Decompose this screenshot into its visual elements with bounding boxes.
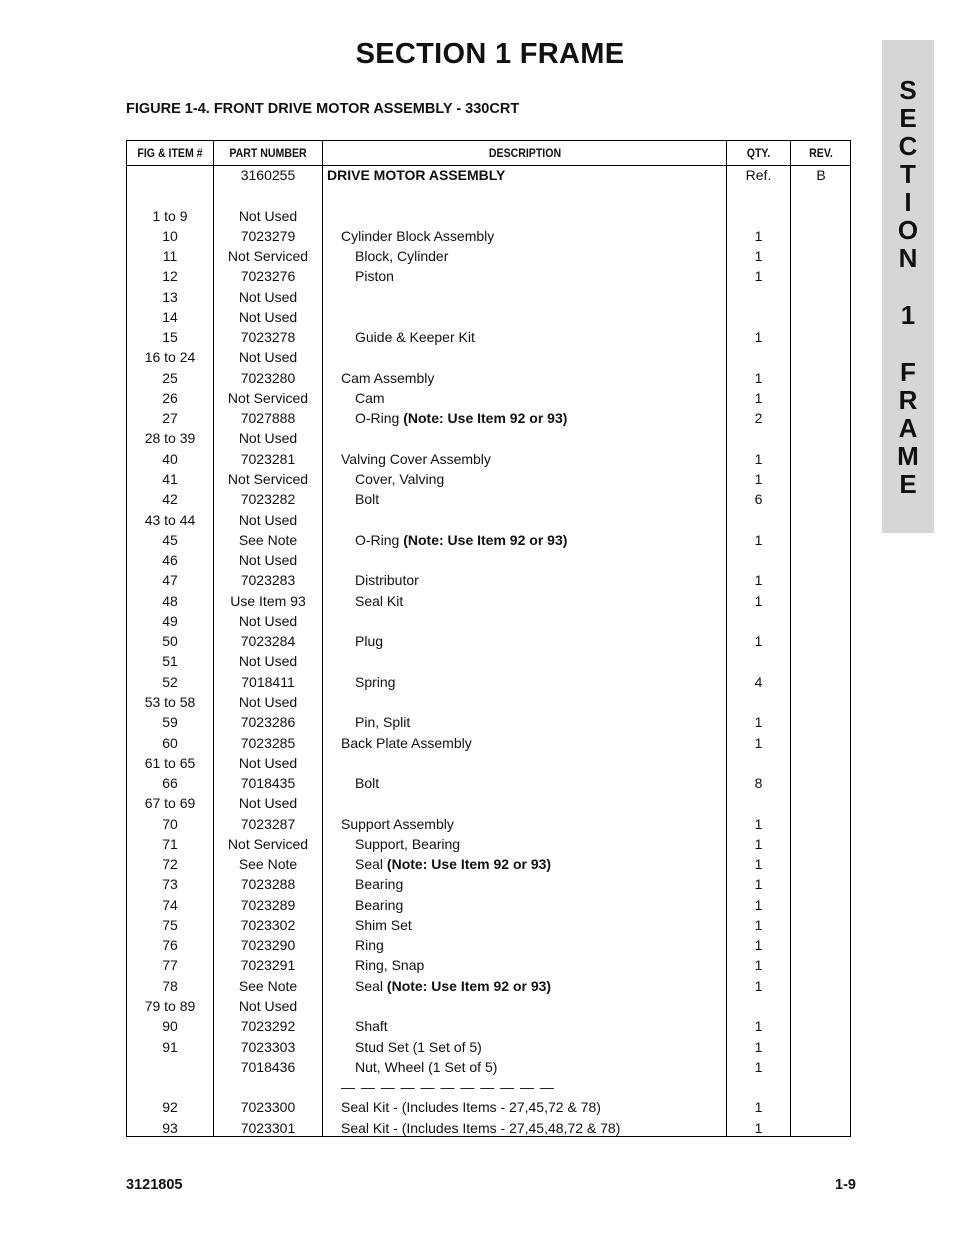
part-number-cell: 7023289 (240, 896, 296, 913)
description-text: Ring (355, 937, 384, 954)
fig-item-cell: 26 (162, 389, 178, 406)
part-number-cell: Not Used (238, 511, 298, 528)
table-row (127, 935, 850, 955)
fig-item-cell: 76 (162, 937, 178, 954)
qty-cell: 1 (754, 916, 763, 933)
part-number-cell: Not Used (238, 693, 298, 710)
fig-item-cell: 67 to 69 (144, 795, 196, 812)
table-row (127, 955, 850, 975)
part-number-cell: 7023302 (240, 916, 296, 933)
qty-cell: 1 (754, 1018, 763, 1035)
fig-item-cell: 48 (162, 592, 178, 609)
fig-item-cell: 75 (162, 916, 178, 933)
fig-item-cell: 53 to 58 (144, 693, 196, 710)
description-text: Distributor (355, 572, 419, 589)
fig-item-cell: 46 (162, 552, 178, 569)
description-cell (355, 976, 551, 996)
table-row (127, 733, 850, 753)
fig-item-cell: 14 (162, 308, 178, 325)
fig-item-cell: 41 (162, 471, 178, 487)
qty-cell: 1 (754, 369, 763, 386)
fig-item-cell: 49 (162, 612, 178, 629)
description-text: Nut, Wheel (1 Set of 5) (355, 1058, 498, 1075)
side-tab-letter: C (898, 131, 918, 161)
table-row (127, 1118, 850, 1138)
side-tab-letter: E (899, 469, 917, 499)
figure-title: FIGURE 1-4. FRONT DRIVE MOTOR ASSEMBLY - 330CRT (126, 101, 520, 117)
qty-cell: 1 (754, 572, 763, 589)
table-row (127, 570, 850, 590)
fig-item-cell: 73 (162, 876, 178, 893)
table-row (127, 550, 850, 570)
qty-cell: 1 (754, 856, 763, 873)
fig-item-cell: 92 (162, 1099, 178, 1116)
side-tab-letter: S (899, 75, 917, 105)
fig-item-cell: 1 to 9 (152, 207, 188, 224)
table-row (127, 854, 850, 874)
table-row (127, 408, 850, 428)
qty-cell: 1 (754, 389, 763, 406)
qty-cell: 1 (754, 937, 763, 954)
table-row (127, 226, 850, 246)
table-row (127, 489, 850, 509)
description-cell (355, 408, 567, 428)
description-cell (341, 814, 454, 834)
description-cell (341, 226, 494, 246)
fig-item-cell: 45 (162, 531, 178, 548)
side-tab-letter: E (899, 103, 917, 133)
header-qty: QTY. (746, 146, 771, 160)
fig-item-cell: 59 (162, 714, 178, 731)
part-number-cell: See Note (238, 856, 298, 873)
part-number-cell: 7023291 (240, 957, 296, 974)
part-number-cell: 7023285 (240, 734, 296, 751)
description-cell (341, 1097, 601, 1117)
table-row (127, 307, 850, 327)
description-text: Back Plate Assembly (341, 734, 472, 751)
description-cell (355, 854, 551, 874)
qty-cell: 1 (754, 977, 763, 994)
document-number: 3121805 (126, 1177, 183, 1193)
part-number-cell: 7023292 (240, 1018, 296, 1035)
description-cell (355, 915, 412, 935)
fig-item-cell: 74 (162, 896, 178, 913)
description-text: Pin, Split (355, 714, 411, 731)
side-tab-letter: F (900, 357, 916, 387)
part-number-cell: 7027888 (240, 410, 296, 427)
qty-cell: 1 (754, 1058, 763, 1075)
fig-item-cell: 42 (162, 491, 178, 508)
fig-item-cell: 70 (162, 815, 178, 832)
description-cell (355, 895, 403, 915)
side-tab-letter: I (904, 187, 912, 217)
table-row (127, 266, 850, 286)
fig-item-cell: 78 (162, 977, 178, 994)
part-number-cell: Not Used (238, 430, 298, 447)
qty-cell: 2 (754, 410, 763, 427)
fig-item-cell: 12 (162, 268, 178, 285)
description-text: Bearing (355, 896, 404, 913)
qty-cell: 1 (754, 835, 763, 852)
part-number-cell: Not Serviced (227, 389, 309, 406)
part-number-cell: Not Used (238, 207, 298, 224)
description-text: Seal Kit (355, 592, 404, 609)
table-row (127, 976, 850, 996)
part-number-cell: 7023280 (240, 369, 296, 386)
description-text: — — — — — — — — — — — (341, 1079, 555, 1096)
rev-cell: B (816, 167, 826, 183)
description-cell (355, 834, 460, 854)
fig-item-cell: 71 (162, 835, 178, 852)
description-cell (341, 733, 472, 753)
fig-item-cell: 25 (162, 369, 178, 386)
description-cell (341, 1118, 620, 1138)
qty-cell: 1 (754, 815, 763, 832)
qty-cell: 1 (754, 248, 763, 265)
part-number-cell: 7018436 (240, 1058, 296, 1075)
table-row (127, 510, 850, 530)
description-note: (Note: Use Item 92 or 93) (403, 410, 568, 427)
description-note: (Note: Use Item 92 or 93) (386, 856, 552, 873)
description-text: Seal Kit - (Includes Items - 27,45,72 & 78) (341, 1099, 601, 1116)
part-number-cell: 7023286 (240, 714, 296, 731)
part-number-cell: Not Serviced (227, 248, 309, 265)
description-text: Plug (355, 633, 384, 650)
part-number-cell: Not Used (238, 795, 298, 812)
header-rev: REV. (809, 146, 833, 160)
fig-item-cell: 90 (162, 1018, 178, 1035)
table-row (127, 631, 850, 651)
description-cell (355, 874, 403, 894)
part-number-cell: 7023303 (240, 1038, 296, 1055)
description-text: Bolt (355, 775, 380, 792)
part-number-cell: 7023276 (240, 268, 296, 285)
qty-cell: 6 (754, 491, 763, 508)
description-text: Piston (355, 268, 394, 285)
table-row (127, 651, 850, 671)
qty-cell: 1 (754, 531, 763, 548)
side-tab-letter: A (898, 413, 918, 443)
fig-item-cell: 51 (162, 653, 178, 670)
table-row (127, 712, 850, 732)
description-text: Cam Assembly (341, 369, 435, 386)
side-tab-letter: 1 (900, 300, 916, 330)
table-row (127, 611, 850, 631)
description-text: Support Assembly (341, 815, 454, 832)
table-row (127, 469, 850, 489)
description-text: Seal (355, 977, 387, 994)
table-row (127, 530, 850, 550)
fig-item-cell: 93 (162, 1119, 178, 1136)
fig-item-cell: 66 (162, 775, 178, 792)
part-number-cell: 7023278 (240, 329, 296, 346)
header-fig-item: FIG & ITEM # (137, 146, 203, 160)
qty-cell: 1 (754, 896, 763, 913)
description-text: Cam (355, 389, 385, 406)
fig-item-cell: 27 (162, 410, 178, 427)
table-row (127, 449, 850, 469)
part-number-cell: 3160255 (240, 167, 296, 183)
table-row (127, 834, 850, 854)
description-text: Guide & Keeper Kit (355, 329, 475, 346)
table-row (127, 1077, 850, 1097)
header-description: DESCRIPTION (488, 146, 562, 160)
description-cell (355, 591, 403, 611)
description-text: Valving Cover Assembly (341, 450, 491, 467)
fig-item-cell: 47 (162, 572, 178, 589)
table-row (127, 793, 850, 813)
parts-table (126, 140, 851, 1137)
table-row (127, 1097, 850, 1117)
description-cell (355, 1057, 497, 1077)
description-cell (355, 935, 384, 955)
qty-cell: 1 (754, 1119, 763, 1136)
fig-item-cell: 28 to 39 (144, 430, 196, 447)
qty-cell: 1 (754, 450, 763, 467)
table-row (127, 206, 850, 226)
description-cell (355, 530, 567, 550)
part-number-cell: 7023288 (240, 876, 296, 893)
table-row (127, 874, 850, 894)
part-number-cell: Not Serviced (227, 835, 309, 852)
table-row (127, 1057, 850, 1077)
part-number-cell: 7023287 (240, 815, 296, 832)
part-number-cell: Not Used (238, 349, 298, 366)
qty-cell: 1 (754, 227, 763, 244)
description-cell (327, 165, 505, 185)
description-text: DRIVE MOTOR ASSEMBLY (327, 167, 506, 183)
part-number-cell: Not Used (238, 612, 298, 629)
fig-item-cell: 60 (162, 734, 178, 751)
qty-cell: 1 (754, 714, 763, 731)
header-part-number: PART NUMBER (229, 146, 307, 160)
part-number-cell: See Note (238, 531, 298, 548)
part-number-cell: 7023282 (240, 491, 296, 508)
qty-cell: 1 (754, 1099, 763, 1116)
part-number-cell: Not Used (238, 308, 298, 325)
description-text: Block, Cylinder (355, 248, 449, 265)
description-text: Shim Set (355, 916, 412, 933)
table-row (127, 753, 850, 773)
part-number-cell: 7023284 (240, 633, 296, 650)
description-cell (355, 773, 379, 793)
description-text: Spring (355, 673, 396, 690)
table-row (127, 591, 850, 611)
description-text: O-Ring (355, 410, 404, 427)
description-cell (355, 489, 379, 509)
qty-cell: 1 (754, 734, 763, 751)
fig-item-cell: 72 (162, 856, 178, 873)
description-cell (355, 712, 410, 732)
description-cell (355, 1037, 482, 1057)
description-cell (355, 327, 475, 347)
part-number-cell: Not Used (238, 754, 298, 771)
part-number-cell: 7018411 (241, 673, 295, 690)
table-row (127, 287, 850, 307)
description-cell (341, 368, 434, 388)
description-cell (341, 449, 491, 469)
fig-item-cell: 61 to 65 (144, 754, 196, 771)
qty-cell: 1 (754, 592, 763, 609)
table-row (127, 368, 850, 388)
fig-item-cell: 50 (162, 633, 178, 650)
table-row (127, 1037, 850, 1057)
part-number-cell: Not Serviced (227, 471, 309, 487)
fig-item-cell: 10 (162, 227, 178, 244)
part-number-cell: Not Used (238, 998, 298, 1015)
fig-item-cell: 13 (162, 288, 178, 305)
description-text: Bolt (355, 491, 380, 508)
description-note: (Note: Use Item 92 or 93) (403, 531, 568, 548)
table-row (127, 388, 850, 408)
table-row (127, 672, 850, 692)
page-number: 1-9 (835, 1177, 856, 1193)
fig-item-cell: 52 (162, 673, 178, 690)
description-cell (355, 388, 385, 408)
part-number-cell: Not Used (238, 552, 298, 569)
fig-item-cell: 43 to 44 (144, 511, 196, 528)
description-cell (355, 246, 448, 266)
side-tab-letter: O (897, 215, 919, 245)
table-row (127, 428, 850, 448)
description-cell (355, 955, 424, 975)
part-number-cell: 7023283 (240, 572, 296, 589)
part-number-cell: 7023301 (240, 1119, 296, 1136)
fig-item-cell: 15 (162, 329, 178, 346)
part-number-cell: 7023300 (240, 1099, 296, 1116)
description-text: Cylinder Block Assembly (341, 227, 495, 244)
table-row (127, 895, 850, 915)
fig-item-cell: 77 (162, 957, 178, 974)
description-cell (355, 570, 419, 590)
fig-item-cell: 79 to 89 (144, 998, 196, 1015)
table-row (127, 347, 850, 367)
qty-cell: 1 (754, 471, 763, 487)
page-title: SECTION 1 FRAME (355, 38, 625, 70)
part-number-cell: Not Used (238, 653, 298, 670)
table-row (127, 246, 850, 266)
description-text: Cover, Valving (355, 471, 445, 487)
description-text: O-Ring (355, 531, 404, 548)
description-text: Ring, Snap (355, 957, 425, 974)
description-cell (355, 672, 395, 692)
table-header (127, 141, 850, 166)
description-text: Seal Kit - (Includes Items - 27,45,48,72 & 78) (341, 1119, 621, 1136)
qty-cell: 1 (754, 268, 763, 285)
description-cell (341, 1077, 555, 1097)
qty-cell: 4 (754, 673, 763, 690)
description-text: Shaft (355, 1018, 388, 1035)
table-row (127, 773, 850, 793)
part-number-cell: 7023281 (240, 450, 296, 467)
table-row (127, 814, 850, 834)
part-number-cell: Use Item 93 (230, 592, 306, 609)
fig-item-cell: 11 (162, 248, 178, 265)
qty-cell: Ref. (745, 167, 772, 183)
table-row (127, 165, 850, 185)
table-row (127, 692, 850, 712)
part-number-cell: 7018435 (240, 775, 296, 792)
side-tab-letter: T (900, 159, 916, 189)
description-cell (355, 1016, 388, 1036)
side-tab-letter: N (898, 243, 918, 273)
description-cell (355, 266, 394, 286)
description-text: Seal (355, 856, 387, 873)
description-cell (355, 631, 383, 651)
part-number-cell: Not Used (238, 288, 298, 305)
fig-item-cell: 91 (162, 1038, 178, 1055)
qty-cell: 1 (754, 633, 763, 650)
section-side-tab (882, 40, 934, 533)
table-row (127, 915, 850, 935)
qty-cell: 8 (754, 775, 763, 792)
qty-cell: 1 (754, 1038, 763, 1055)
description-note: (Note: Use Item 92 or 93) (386, 977, 552, 994)
description-cell (355, 469, 444, 489)
part-number-cell: See Note (238, 977, 298, 994)
qty-cell: 1 (754, 329, 763, 346)
fig-item-cell: 40 (162, 450, 178, 467)
part-number-cell: 7023290 (240, 937, 296, 954)
description-text: Support, Bearing (355, 835, 461, 852)
description-text: Bearing (355, 876, 404, 893)
table-row (127, 1016, 850, 1036)
table-row (127, 996, 850, 1016)
description-text: Stud Set (1 Set of 5) (355, 1038, 482, 1055)
side-tab-letter: M (897, 441, 919, 471)
qty-cell: 1 (754, 876, 763, 893)
fig-item-cell: 16 to 24 (144, 349, 196, 366)
table-row (127, 327, 850, 347)
part-number-cell: 7023279 (240, 227, 296, 244)
side-tab-letter: R (898, 385, 918, 415)
qty-cell: 1 (754, 957, 763, 974)
